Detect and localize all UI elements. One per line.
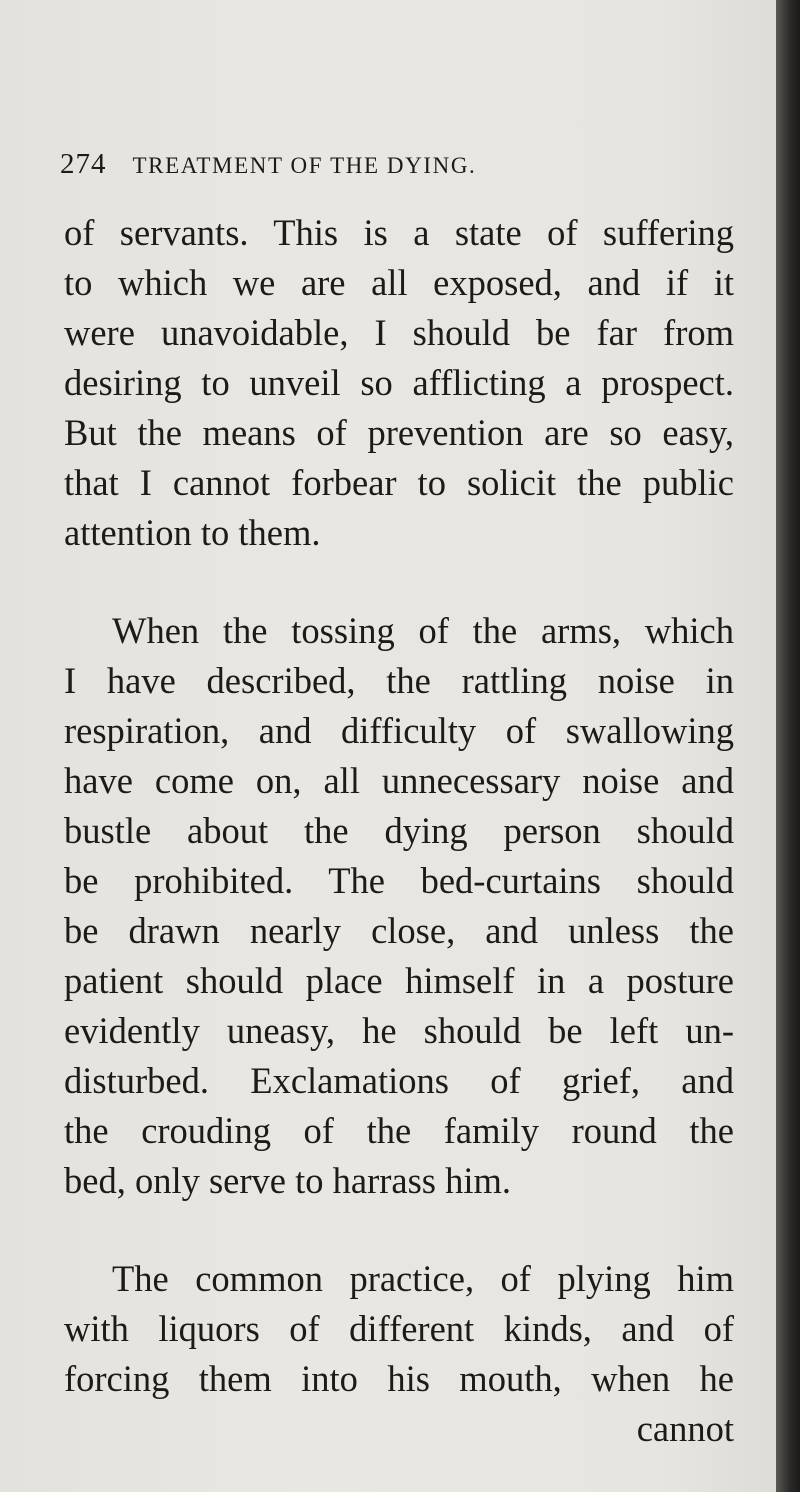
text-line: with liquors of different kinds, and of xyxy=(64,1308,734,1349)
text-line: But the means of prevention are so easy, xyxy=(64,412,734,453)
text-line: forcing them into his mouth, when he xyxy=(64,1358,734,1399)
text-line: disturbed. Exclamations of grief, and xyxy=(64,1060,734,1101)
paragraph-1 xyxy=(64,208,734,558)
paragraph-gap xyxy=(64,1206,734,1254)
page-number: 274 xyxy=(60,148,107,180)
text-line: desiring to unveil so afflicting a prospect. xyxy=(64,362,734,403)
text-line: of servants. This is a state of suffering xyxy=(64,212,734,253)
text-line: were unavoidable, I should be far from xyxy=(64,312,734,353)
text-line: patient should place himself in a posture xyxy=(64,960,734,1001)
text-line: bed, only serve to harrass him. xyxy=(64,1160,512,1201)
text-line: I have described, the rattling noise in xyxy=(64,660,734,701)
text-line: that I cannot forbear to solicit the public xyxy=(64,462,734,503)
text-line: bustle about the dying person should xyxy=(64,810,734,851)
text-line: When the tossing of the arms, which xyxy=(112,610,734,651)
text-line: respiration, and difficulty of swallowing xyxy=(64,710,734,751)
paragraph-gap xyxy=(64,558,734,606)
text-line: be drawn nearly close, and unless the xyxy=(64,910,734,951)
text-line: have come on, all unnecessary noise and xyxy=(64,760,734,801)
paragraph-3 xyxy=(64,1254,734,1404)
text-line: the crouding of the family round the xyxy=(64,1110,734,1151)
body-text xyxy=(64,208,734,1454)
text-line: evidently uneasy, he should be left un- xyxy=(64,1010,734,1051)
text-line: to which we are all exposed, and if it xyxy=(64,262,734,303)
text-line: be prohibited. The bed-curtains should xyxy=(64,860,734,901)
text-line: attention to them. xyxy=(64,512,321,553)
running-title: TREATMENT OF THE DYING. xyxy=(132,153,477,178)
page-header xyxy=(60,148,720,188)
text-line: The common practice, of plying him xyxy=(112,1258,734,1299)
catchword: cannot xyxy=(636,1408,734,1449)
paragraph-2 xyxy=(64,606,734,1206)
page-edge-shadow xyxy=(776,0,800,1492)
